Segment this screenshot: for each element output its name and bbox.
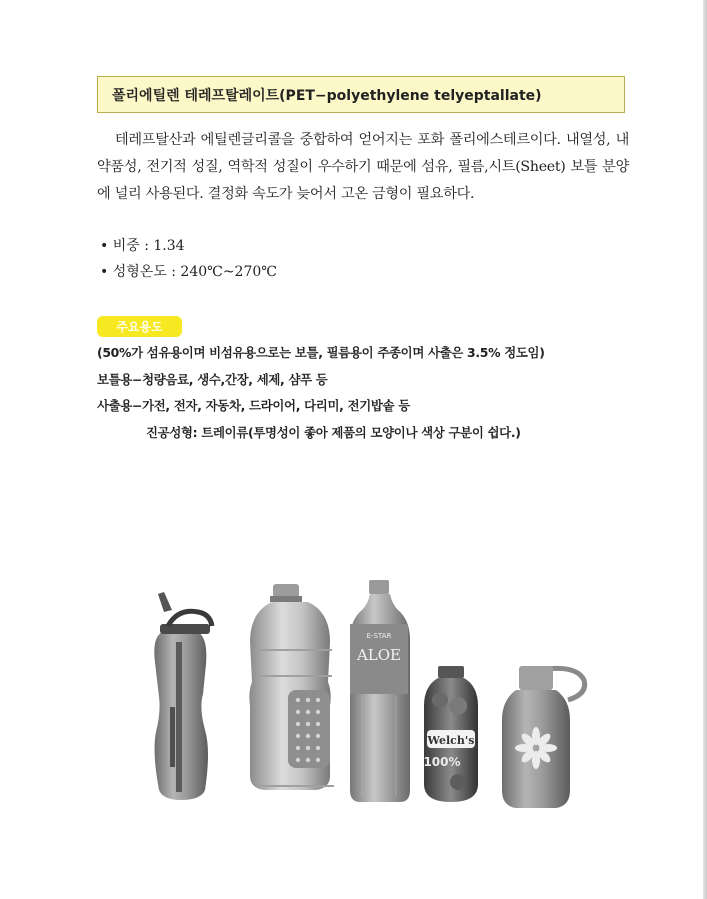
usage-line-bottle: 보틀용−청량음료, 생수,간장, 세제, 샴푸 등 (97, 371, 328, 387)
pet-bottles-photo (140, 572, 600, 817)
usage-list (97, 340, 657, 446)
aloe-brand-label: E-STAR (366, 632, 392, 640)
property-density: • 비중 : 1.34 (100, 233, 277, 259)
property-list (100, 233, 277, 285)
water-bottle (249, 584, 334, 790)
juice-brand-label: Welch's (427, 734, 475, 747)
section-title (97, 76, 625, 113)
usage-line-share: (50%가 섬유용이며 비섬유용으로는 보틀, 필름용이 주종이며 사출은 3.5% 정도임) (97, 345, 545, 360)
page-edge (703, 0, 707, 899)
usage-line-vacuum: 진공성형: 트레이류(투명성이 좋아 제품의 모양이나 색상 구분이 쉽다.) (146, 424, 521, 440)
sports-bottle (154, 592, 212, 800)
property-molding-temperature: • 성형온도 : 240℃~270℃ (100, 259, 277, 285)
usage-badge: 주요용도 (97, 316, 182, 337)
usage-line-injection: 사출용−가전, 전자, 자동차, 드라이어, 다리미, 전기밥솥 등 (97, 398, 410, 413)
aloe-bottle (350, 580, 410, 802)
juice-percent-label: 100% (423, 755, 461, 769)
wide-mouth-bottle (502, 666, 585, 808)
aloe-label: ALOE (356, 646, 402, 664)
juice-bottle (423, 666, 478, 802)
intro-paragraph: 테레프탈산과 에틸렌글리콜을 중합하여 얻어지는 포화 폴리에스테르이다. 내열성, 내약품성, 전기적 성질, 역학적 성질이 우수하기 때문에 섬유, 필름,시트(Sheet) 보틀 분양에 널리 사용된다. 결정화 속도가 늦어서 고온 금형이 필요하다. (97, 132, 629, 202)
section-title-text: 폴리에틸렌 테레프탈레이트(PET−polyethylene telyeptallate) (112, 87, 542, 104)
